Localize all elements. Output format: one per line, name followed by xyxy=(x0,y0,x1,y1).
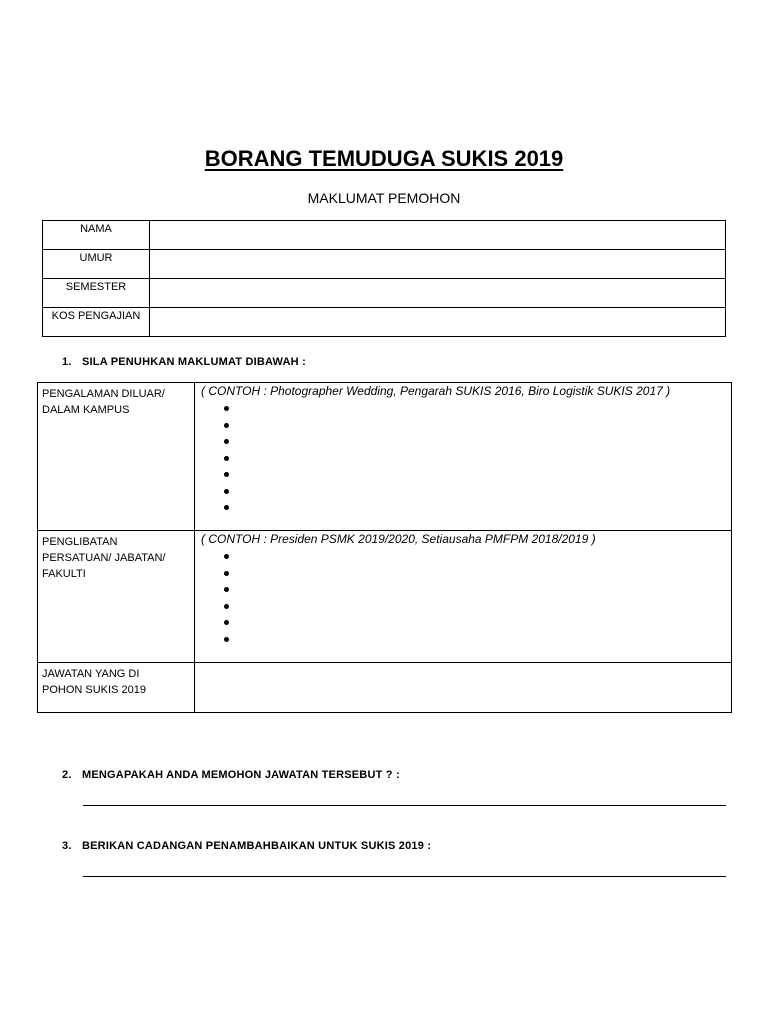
experience-row xyxy=(38,383,732,531)
bullet-item[interactable] xyxy=(230,450,727,467)
semester-field[interactable] xyxy=(150,279,726,308)
bullet-item[interactable] xyxy=(230,483,727,500)
involvement-row xyxy=(38,531,732,663)
question-1 xyxy=(62,356,306,368)
age-field[interactable] xyxy=(150,250,726,279)
applicant-row-semester xyxy=(43,279,726,308)
involvement-bullet-list xyxy=(199,548,727,647)
experience-example: ( CONTOH : Photographer Wedding, Pengarah SUKIS 2016, Biro Logistik SUKIS 2017 ) xyxy=(201,384,671,398)
question-number: 1. xyxy=(62,356,72,368)
involvement-example: ( CONTOH : Presiden PSMK 2019/2020, Setiausaha PMFPM 2018/2019 ) xyxy=(201,532,596,546)
field-label: SEMESTER xyxy=(43,279,150,308)
label-line: PENGALAMAN DILUAR/ xyxy=(42,388,165,400)
experience-bullet-list xyxy=(199,400,727,516)
label-line: POHON SUKIS 2019 xyxy=(42,684,146,696)
field-label: KOS PENGAJIAN xyxy=(43,308,150,337)
course-field[interactable] xyxy=(150,308,726,337)
question-text: MENGAPAKAH ANDA MEMOHON JAWATAN TERSEBUT ? : xyxy=(82,769,400,781)
position-label xyxy=(38,663,195,713)
bullet-item[interactable] xyxy=(230,417,727,434)
position-field[interactable] xyxy=(195,663,732,713)
label-line: DALAM KAMPUS xyxy=(42,404,130,416)
field-label: UMUR xyxy=(43,250,150,279)
name-field[interactable] xyxy=(150,221,726,250)
bullet-item[interactable] xyxy=(230,581,727,598)
question-3 xyxy=(62,840,431,852)
applicant-row-age xyxy=(43,250,726,279)
details-table xyxy=(37,382,732,713)
experience-field[interactable] xyxy=(195,383,732,531)
bullet-item[interactable] xyxy=(230,548,727,565)
field-label: NAMA xyxy=(43,221,150,250)
bullet-item[interactable] xyxy=(230,614,727,631)
position-row xyxy=(38,663,732,713)
involvement-label xyxy=(38,531,195,663)
question-text: SILA PENUHKAN MAKLUMAT DIBAWAH : xyxy=(82,356,306,368)
label-line: PERSATUAN/ JABATAN/ xyxy=(42,552,166,564)
bullet-item[interactable] xyxy=(230,433,727,450)
label-line: PENGLIBATAN xyxy=(42,536,118,548)
answer-line-2[interactable] xyxy=(83,805,726,806)
bullet-item[interactable] xyxy=(230,565,727,582)
question-text: BERIKAN CADANGAN PENAMBAHBAIKAN UNTUK SUKIS 2019 : xyxy=(82,840,432,852)
label-line: JAWATAN YANG DI xyxy=(42,668,140,680)
answer-line-3[interactable] xyxy=(83,876,726,877)
label-line: FAKULTI xyxy=(42,568,86,580)
question-number: 2. xyxy=(62,769,72,781)
form-title: BORANG TEMUDUGA SUKIS 2019 xyxy=(204,146,564,171)
question-number: 3. xyxy=(62,840,72,852)
involvement-field[interactable] xyxy=(195,531,732,663)
bullet-item[interactable] xyxy=(230,631,727,648)
question-2 xyxy=(62,769,400,781)
applicant-info-table xyxy=(42,220,726,337)
applicant-row-name xyxy=(43,221,726,250)
bullet-item[interactable] xyxy=(230,598,727,615)
experience-label xyxy=(38,383,195,531)
applicant-row-course xyxy=(43,308,726,337)
bullet-item[interactable] xyxy=(230,499,727,516)
form-subtitle: MAKLUMAT PEMOHON xyxy=(307,190,461,206)
bullet-item[interactable] xyxy=(230,400,727,417)
bullet-item[interactable] xyxy=(230,466,727,483)
